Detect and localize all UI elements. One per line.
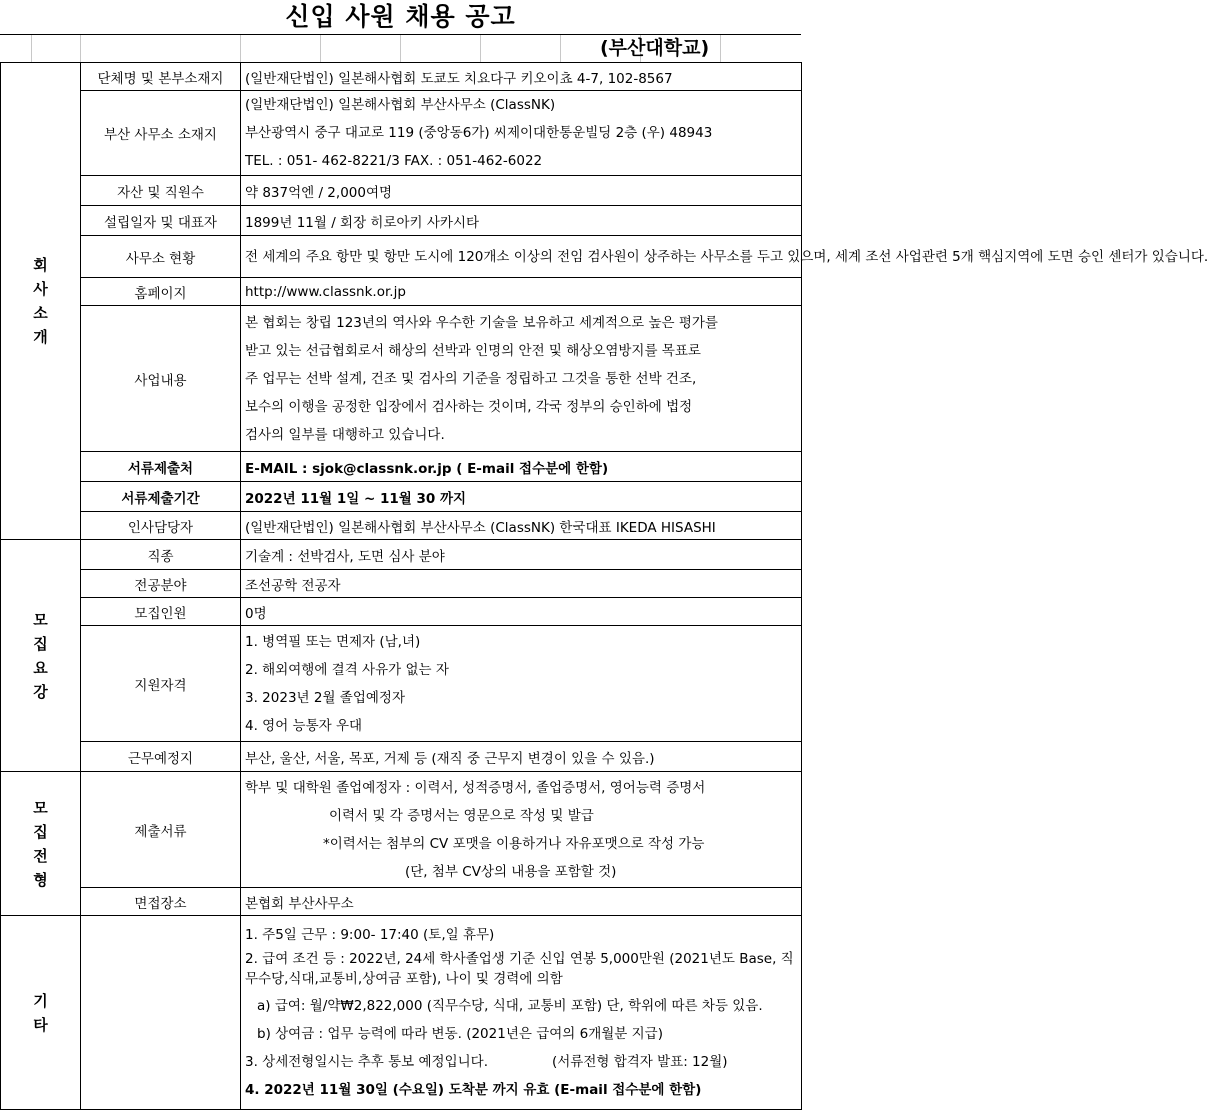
business-line: 주 업무는 선박 설계, 건조 및 검사의 기준을 정립하고 그것을 통한 선박 건조, xyxy=(245,370,697,387)
offices-value: 전 세계의 주요 항만 및 항만 도시에 120개소 이상의 전임 검사원이 상주하는 사무소를 두고 있으며, 세계 조선 사업관련 5개 핵심지역에 도면 승인 센터가 있습니다. xyxy=(241,236,802,278)
section-process-label: 모집전형 xyxy=(33,798,48,889)
row-etc xyxy=(1,916,802,1110)
row-hr xyxy=(1,512,802,540)
section-recruit-label: 모집요강 xyxy=(33,610,48,701)
row-period xyxy=(1,482,802,512)
section-recruit xyxy=(1,540,81,772)
job-label: 직종 xyxy=(81,540,241,570)
documents-value xyxy=(241,772,802,888)
documents-line: (단, 첨부 CV상의 내용을 포함할 것) xyxy=(405,863,617,880)
business-line: 본 협회는 창립 123년의 역사와 우수한 기술을 보유하고 세계적으로 높은 평가를 xyxy=(245,314,718,331)
period-value: 2022년 11월 1일 ~ 11월 30 까지 xyxy=(241,482,802,512)
interview-value: 본협회 부산사무소 xyxy=(241,888,802,916)
row-job xyxy=(1,540,802,570)
busan-value xyxy=(241,91,802,176)
count-label: 모집인원 xyxy=(81,598,241,626)
count-value: 0명 xyxy=(241,598,802,626)
row-interview xyxy=(1,888,802,916)
homepage-value[interactable]: http://www.classnk.or.jp xyxy=(241,278,802,306)
row-busan-office xyxy=(1,91,802,176)
submit-label: 서류제출처 xyxy=(81,452,241,482)
etc-line: 1. 주5일 근무 : 9:00- 17:40 (토,일 휴무) xyxy=(245,926,495,943)
etc-line-notice xyxy=(245,1048,798,1076)
section-etc-label: 기타 xyxy=(33,991,48,1034)
etc-empty-label xyxy=(81,916,241,1110)
interview-label: 면접장소 xyxy=(81,888,241,916)
section-company-label: 회사소개 xyxy=(33,256,48,346)
etc-line: a) 급여: 월/약₩2,822,000 (직무수당, 식대, 교통비 포함) 단, 학위에 따른 차등 있음. xyxy=(257,997,763,1014)
period-label: 서류제출기간 xyxy=(81,482,241,512)
row-location xyxy=(1,742,802,772)
documents-label: 제출서류 xyxy=(81,772,241,888)
founded-label: 설립일자 및 대표자 xyxy=(81,206,241,236)
major-label: 전공분야 xyxy=(81,570,241,598)
assets-label: 자산 및 직원수 xyxy=(81,176,241,206)
hr-label: 인사담당자 xyxy=(81,512,241,540)
row-business xyxy=(1,306,802,452)
row-qualification xyxy=(1,626,802,742)
section-process xyxy=(1,772,81,916)
row-founded xyxy=(1,206,802,236)
row-offices xyxy=(1,236,802,278)
page-subtitle: (부산대학교) xyxy=(600,37,710,59)
section-etc xyxy=(1,916,81,1110)
row-documents xyxy=(1,772,802,888)
busan-line: TEL. : 051- 462-8221/3 FAX. : 051-462-6022 xyxy=(245,153,543,169)
hr-value: (일반재단법인) 일본해사협회 부산사무소 (ClassNK) 한국대표 IKEDA HISASHI xyxy=(241,512,802,540)
etc-line: 2. 급여 조건 등 : 2022년, 24세 학사졸업생 기준 신입 연봉 5,000만원 (2021년도 Base, 직무수당,식대,교통비,상여금 포함), 나이 및 경력에 의함 xyxy=(245,950,794,987)
etc-line: 3. 상세전형일시는 추후 통보 예정입니다. xyxy=(245,1053,488,1070)
row-submit xyxy=(1,452,802,482)
qualification-label: 지원자격 xyxy=(81,626,241,742)
major-value: 조선공학 전공자 xyxy=(241,570,802,598)
documents-line: 학부 및 대학원 졸업예정자 : 이력서, 성적증명서, 졸업증명서, 영어능력 증명서 xyxy=(245,779,706,796)
section-company xyxy=(1,63,81,540)
qualification-value xyxy=(241,626,802,742)
etc-value xyxy=(241,916,802,1110)
homepage-label: 홈페이지 xyxy=(81,278,241,306)
business-value xyxy=(241,306,802,452)
documents-line: *이력서는 첨부의 CV 포맷을 이용하거나 자유포맷으로 작성 가능 xyxy=(323,835,705,852)
business-label: 사업내용 xyxy=(81,306,241,452)
founded-value: 1899년 11월 / 회장 히로아키 사카시타 xyxy=(241,206,802,236)
documents-line: 이력서 및 각 증명서는 영문으로 작성 및 발급 xyxy=(329,807,594,824)
location-label: 근무예정지 xyxy=(81,742,241,772)
qualification-line: 4. 영어 능통자 우대 xyxy=(245,717,363,734)
offices-label: 사무소 현황 xyxy=(81,236,241,278)
page-title: 신입 사원 채용 공고 xyxy=(285,2,516,31)
etc-line: b) 상여금 : 업무 능력에 따라 변동. (2021년은 급여의 6개월분 지급) xyxy=(257,1025,663,1042)
busan-line: 부산광역시 중구 대교로 119 (중앙동6가) 씨제이대한통운빌딩 2층 (우) 48943 xyxy=(245,125,713,141)
business-line: 받고 있는 선급협회로서 해상의 선박과 인명의 안전 및 해상오염방지를 목표로 xyxy=(245,342,701,359)
etc-line: 4. 2022년 11월 30일 (수요일) 도착분 까지 유효 (E-mail 접수분에 한함) xyxy=(245,1081,702,1098)
business-line: 보수의 이행을 공정한 입장에서 검사하는 것이며, 각국 정부의 승인하에 법정 xyxy=(245,398,693,415)
qualification-line: 2. 해외여행에 결격 사유가 없는 자 xyxy=(245,661,449,678)
busan-line: (일반재단법인) 일본해사협회 부산사무소 (ClassNK) xyxy=(245,97,556,113)
org-label: 단체명 및 본부소재지 xyxy=(81,63,241,91)
row-major xyxy=(1,570,802,598)
row-org xyxy=(1,63,802,91)
busan-label: 부산 사무소 소재지 xyxy=(81,91,241,176)
etc-line: (서류전형 합격자 발표: 12월) xyxy=(552,1053,728,1070)
assets-value: 약 837억엔 / 2,000여명 xyxy=(241,176,802,206)
org-value: (일반재단법인) 일본해사협회 도쿄도 치요다구 키오이쵸 4-7, 102-8567 xyxy=(241,63,802,91)
business-line: 검사의 일부를 대행하고 있습니다. xyxy=(245,426,445,443)
qualification-line: 1. 병역필 또는 면제자 (남,녀) xyxy=(245,633,421,650)
submit-value: E-MAIL : sjok@classnk.or.jp ( E-mail 접수분에 한함) xyxy=(241,452,802,482)
recruitment-table xyxy=(0,62,1208,1110)
job-value: 기술계 : 선박검사, 도면 심사 분야 xyxy=(241,540,802,570)
row-count xyxy=(1,598,802,626)
row-homepage xyxy=(1,278,802,306)
qualification-line: 3. 2023년 2월 졸업예정자 xyxy=(245,689,405,706)
row-assets xyxy=(1,176,802,206)
location-value: 부산, 울산, 서울, 목포, 거제 등 (재직 중 근무지 변경이 있을 수 있음.) xyxy=(241,742,802,772)
